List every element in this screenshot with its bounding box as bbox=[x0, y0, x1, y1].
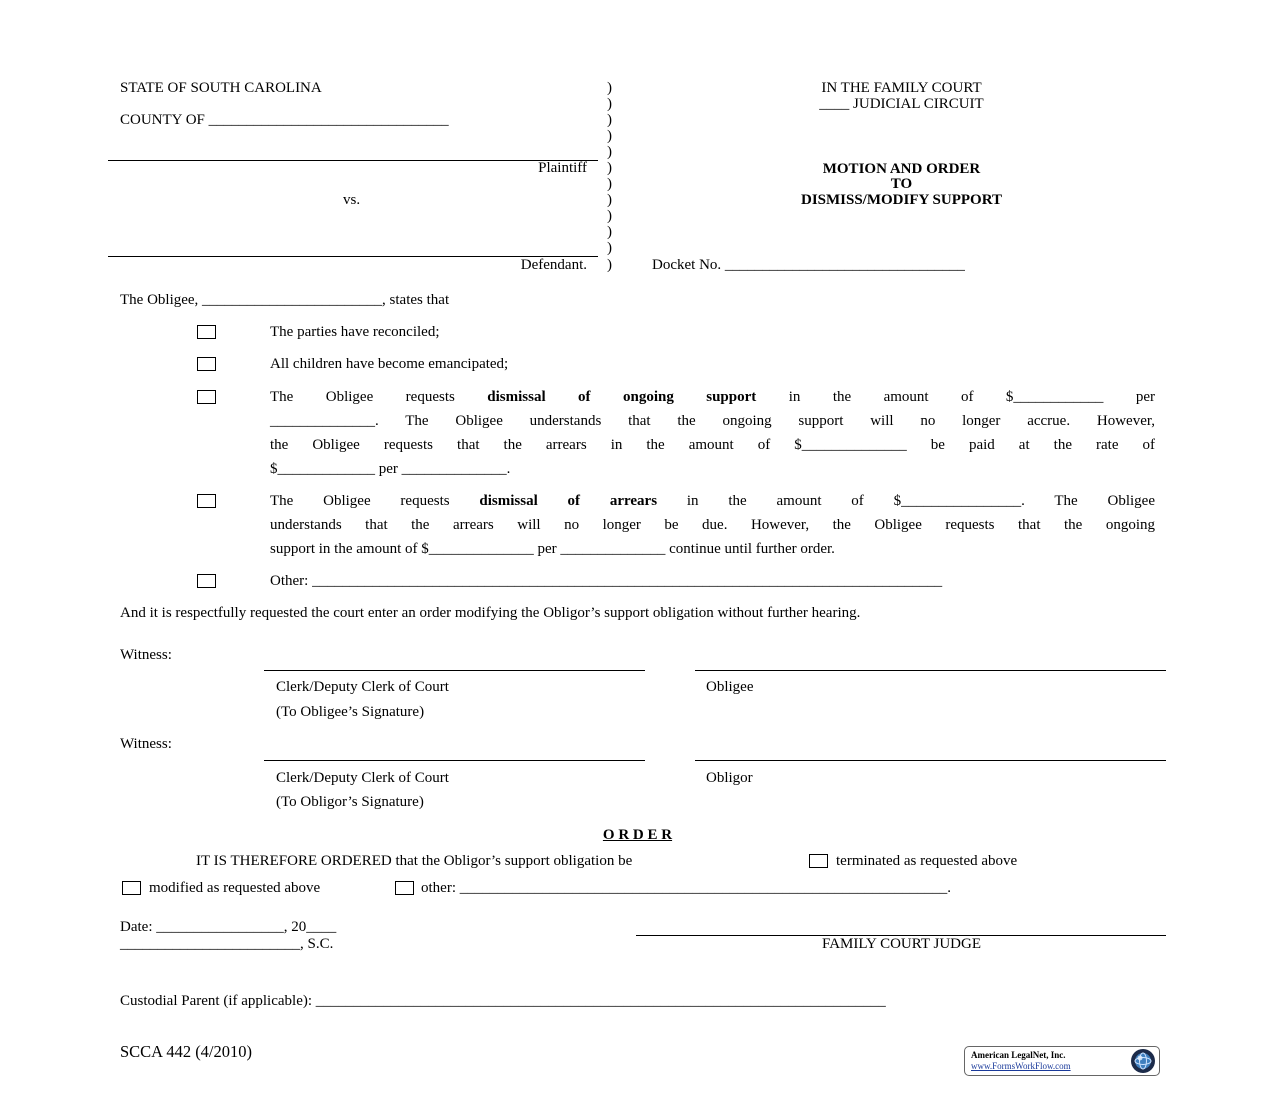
clerk-label: Clerk/Deputy Clerk of Court bbox=[276, 679, 449, 695]
dismiss-arrears-line-2: understands that the arrears will no longer be due. However, the Obligee requests that the ongoing bbox=[270, 517, 1155, 533]
globe-icon bbox=[1130, 1048, 1156, 1074]
request-statement: And it is respectfully requested the court enter an order modifying the Obligor’s support obligation without further hearing. bbox=[120, 605, 861, 621]
county-field[interactable]: COUNTY OF ________________________________ bbox=[120, 112, 449, 128]
caption-paren: ) bbox=[607, 128, 612, 144]
other-checkbox[interactable] bbox=[197, 574, 216, 588]
reconciled-checkbox[interactable] bbox=[197, 325, 216, 339]
modified-label: modified as requested above bbox=[149, 880, 321, 896]
dismiss-ongoing-line-2: ______________. The Obligee understands that the ongoing support will no longer accrue. However, bbox=[270, 413, 1155, 429]
caption-paren: ) bbox=[607, 257, 612, 273]
order-heading: O R D E R bbox=[602, 827, 673, 843]
american-legalnet-logo[interactable] bbox=[964, 1046, 1160, 1076]
judge-label: FAMILY COURT JUDGE bbox=[822, 936, 981, 952]
witness-label: Witness: bbox=[120, 736, 172, 752]
witness-signature-line[interactable] bbox=[264, 670, 645, 671]
modified-checkbox[interactable] bbox=[122, 881, 141, 895]
witness-signature-line[interactable] bbox=[264, 760, 645, 761]
circuit-field[interactable]: ____ JUDICIAL CIRCUIT bbox=[819, 96, 984, 112]
order-other-checkbox[interactable] bbox=[395, 881, 414, 895]
location-field[interactable]: ________________________, S.C. bbox=[120, 936, 334, 952]
dismiss-arrears-line-3: support in the amount of $______________ per ______________ continue until further order. bbox=[270, 541, 835, 557]
form-title-line-1: MOTION AND ORDER bbox=[822, 161, 981, 177]
order-statement: IT IS THEREFORE ORDERED that the Obligor’s support obligation be bbox=[196, 853, 633, 869]
custodial-parent-field[interactable]: Custodial Parent (if applicable): ____________________________________________________________________________ bbox=[120, 993, 886, 1009]
caption-paren: ) bbox=[607, 224, 612, 240]
obligee-signature-line[interactable] bbox=[695, 670, 1166, 671]
clerk-note: (To Obligee’s Signature) bbox=[276, 704, 425, 720]
dismiss-ongoing-line-1: The Obligee requests dismissal of ongoing support in the amount of $____________ per bbox=[270, 389, 1156, 405]
caption-paren: ) bbox=[607, 176, 612, 192]
defendant-label: Defendant. bbox=[520, 257, 587, 273]
dismiss-ongoing-checkbox[interactable] bbox=[197, 390, 216, 404]
reconciled-label: The parties have reconciled; bbox=[270, 324, 440, 340]
court-label: IN THE FAMILY COURT bbox=[821, 80, 982, 96]
form-title-line-3: DISMISS/MODIFY SUPPORT bbox=[800, 192, 1003, 208]
caption-paren: ) bbox=[607, 240, 612, 256]
order-other-field[interactable]: other: _________________________________________________________________. bbox=[421, 880, 951, 896]
logo-name: American LegalNet, Inc. bbox=[971, 1050, 1066, 1060]
docket-number-field[interactable]: Docket No. ________________________________ bbox=[652, 257, 965, 273]
obligee-intro[interactable]: The Obligee, ________________________, states that bbox=[120, 292, 450, 308]
other-field[interactable]: Other: ____________________________________________________________________________________ bbox=[270, 573, 943, 589]
date-field[interactable]: Date: _________________, 20____ bbox=[120, 919, 337, 935]
caption-paren: ) bbox=[607, 112, 612, 128]
obligee-label: Obligee bbox=[706, 679, 754, 695]
obligor-label: Obligor bbox=[706, 770, 753, 786]
emancipated-checkbox[interactable] bbox=[197, 357, 216, 371]
state-label: STATE OF SOUTH CAROLINA bbox=[120, 80, 322, 96]
form-title-line-2: TO bbox=[890, 176, 913, 192]
dismiss-ongoing-line-4: $_____________ per ______________. bbox=[270, 461, 511, 477]
caption-paren: ) bbox=[607, 80, 612, 96]
clerk-note: (To Obligor’s Signature) bbox=[276, 794, 424, 810]
emancipated-label: All children have become emancipated; bbox=[270, 356, 509, 372]
versus-label: vs. bbox=[343, 192, 361, 208]
dismiss-arrears-line-1: The Obligee requests dismissal of arrears in the amount of $________________. The Obligee bbox=[270, 493, 1155, 509]
form-number: SCCA 442 (4/2010) bbox=[120, 1042, 253, 1061]
dismiss-arrears-checkbox[interactable] bbox=[197, 494, 216, 508]
caption-paren: ) bbox=[607, 160, 612, 176]
obligor-signature-line[interactable] bbox=[695, 760, 1166, 761]
logo-url[interactable]: www.FormsWorkFlow.com bbox=[971, 1061, 1071, 1071]
terminated-checkbox[interactable] bbox=[809, 854, 828, 868]
terminated-label: terminated as requested above bbox=[836, 853, 1018, 869]
caption-paren: ) bbox=[607, 144, 612, 160]
dismiss-ongoing-line-3: the Obligee requests that the arrears in the amount of $______________ be paid at the rate of bbox=[270, 437, 1155, 453]
clerk-label: Clerk/Deputy Clerk of Court bbox=[276, 770, 449, 786]
witness-label: Witness: bbox=[120, 647, 172, 663]
caption-paren: ) bbox=[607, 208, 612, 224]
caption-paren: ) bbox=[607, 96, 612, 112]
plaintiff-label: Plaintiff bbox=[538, 160, 587, 176]
caption-paren: ) bbox=[607, 192, 612, 208]
